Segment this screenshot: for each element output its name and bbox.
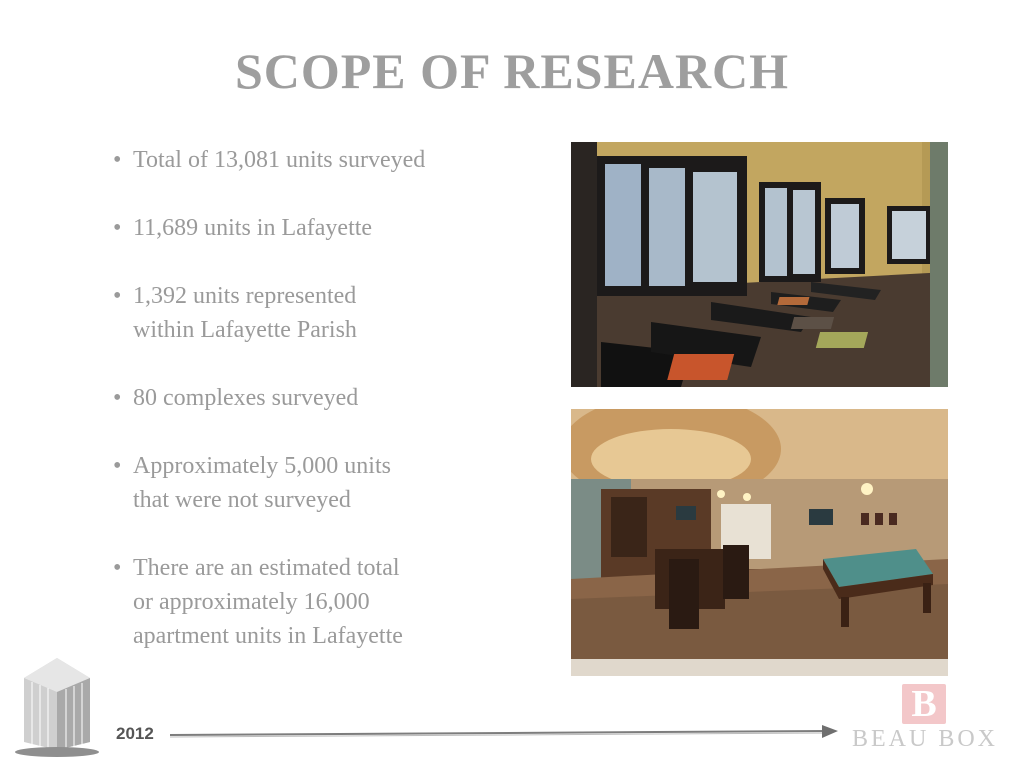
timeline-arrow (170, 722, 840, 744)
brand-mark-letter: B (911, 683, 937, 725)
bullet-line: • There are an estimated total (133, 555, 400, 581)
year-label: 2012 (116, 724, 154, 743)
brand-name: BEAU BOX (851, 726, 998, 752)
bullet-item (113, 279, 553, 347)
bullet-line: within Lafayette Parish (133, 317, 357, 343)
bullet-item (113, 143, 553, 177)
bullet-item (113, 381, 553, 415)
bullet-line: • 80 complexes surveyed (133, 385, 359, 411)
bullet-line: • 1,392 units represented (133, 283, 357, 309)
bullet-line: that were not surveyed (133, 487, 351, 513)
acadiana-commercial-outlook-logo (12, 656, 102, 760)
clubhouse-lounge-photo (571, 409, 948, 676)
bullet-item (113, 211, 553, 245)
bullet-line: apartment units in Lafayette (133, 623, 403, 649)
beau-box-logo-icon (902, 684, 946, 724)
bullet-line: • Total of 13,081 units surveyed (133, 147, 426, 173)
beau-box-logo (845, 684, 1005, 764)
slide-title: SCOPE OF RESEARCH (234, 43, 790, 99)
bullet-line: • Approximately 5,000 units (133, 453, 391, 479)
bullet-item (113, 551, 553, 653)
bullet-item (113, 449, 553, 517)
bullet-line: or approximately 16,000 (133, 589, 370, 615)
bullet-line: • 11,689 units in Lafayette (133, 215, 373, 241)
bullet-list (113, 143, 553, 653)
fitness-center-photo (571, 142, 948, 387)
